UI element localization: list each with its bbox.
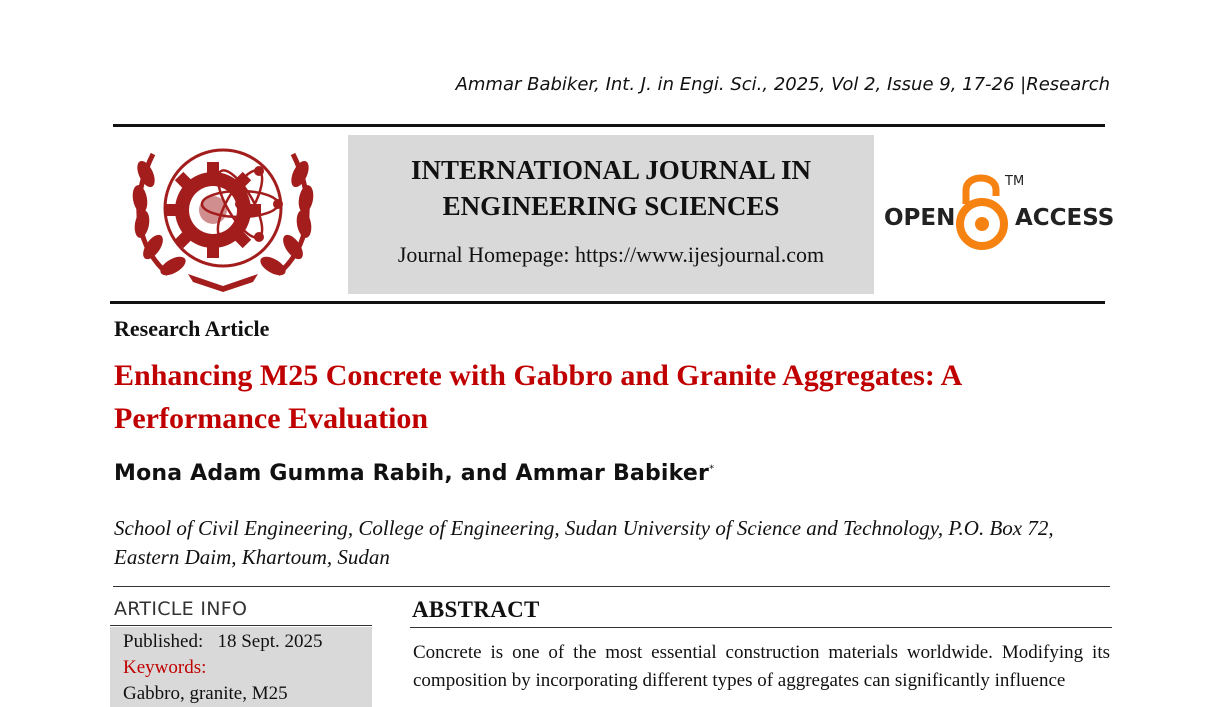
author-affiliation: School of Civil Engineering, College of Engineering, Sudan University of Science and Technology, P.O. Box 72, Eastern Daim, Khartoum, Sudan <box>114 516 1054 569</box>
article-info-heading: ARTICLE INFO <box>114 598 248 620</box>
journal-homepage: Journal Homepage: https://www.ijesjournal.com <box>397 242 825 267</box>
corresponding-mark: * <box>709 463 715 475</box>
article-info-rule <box>110 625 372 626</box>
published-date: Published: 18 Sept. 2025 <box>123 631 323 652</box>
open-access-logo <box>884 168 1114 254</box>
article-title: Enhancing M25 Concrete with Gabbro and Granite Aggregates: A Performance Evaluation <box>114 359 961 435</box>
authors-text: Mona Adam Gumma Rabih, and Ammar Babiker <box>114 461 710 486</box>
open-access-left-text: OPEN <box>884 205 956 231</box>
author-list <box>114 461 714 486</box>
open-access-tm: TM <box>1005 174 1025 189</box>
abstract-rule <box>410 627 1112 628</box>
keywords-label: Keywords: <box>123 657 207 678</box>
open-access-right-text: ACCESS <box>1015 205 1114 231</box>
running-head: Ammar Babiker, Int. J. in Engi. Sci., 2025, Vol 2, Issue 9, 17-26 |Research <box>455 74 1110 95</box>
section-divider <box>113 586 1110 587</box>
open-access-lock-icon <box>960 178 1004 246</box>
journal-emblem-icon <box>128 134 318 294</box>
journal-name: INTERNATIONAL JOURNAL IN ENGINEERING SCIENCES <box>410 155 812 221</box>
keywords-list: Gabbro, granite, M25 <box>123 683 288 704</box>
article-type: Research Article <box>114 316 270 341</box>
abstract-text: Concrete is one of the most essential construction materials worldwide. Modifying its composition by incorporating different types of aggregates can significantly influence <box>413 642 1110 691</box>
abstract-heading: ABSTRACT <box>412 597 540 622</box>
journal-banner <box>348 135 874 294</box>
header-rule-bottom <box>110 301 1105 304</box>
header-rule-top <box>113 124 1105 127</box>
